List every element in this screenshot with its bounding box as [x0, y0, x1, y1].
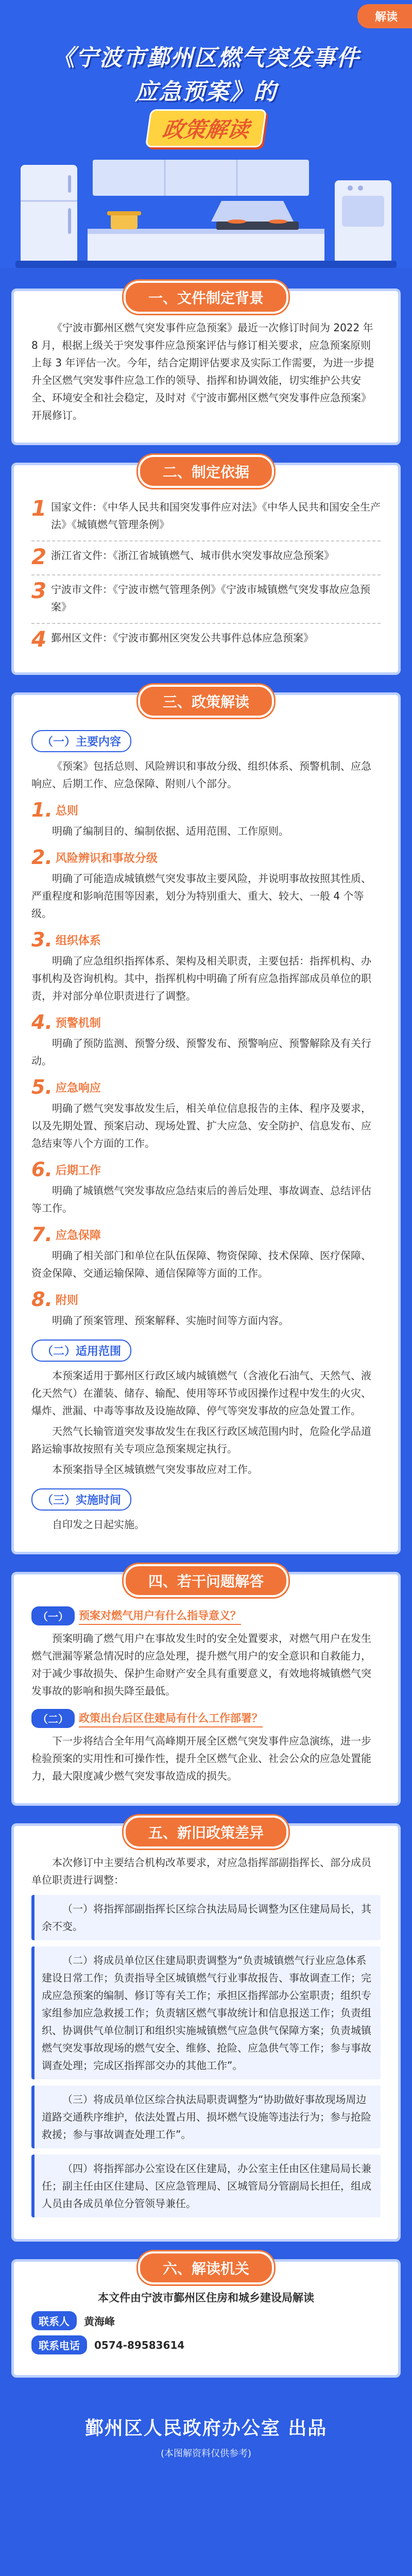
effective-date-text: 自印发之日起实施。 — [52, 1518, 145, 1531]
content-item-title: 组织体系 — [55, 934, 101, 947]
hero-title-line2: 应急预案》的 — [135, 79, 277, 105]
section-differences — [11, 1823, 401, 2242]
contact-person-value: 黄海峰 — [84, 2315, 115, 2328]
policy-interpretation-badge: 政策解读 — [145, 109, 267, 147]
content-item-number: 7. — [31, 1223, 53, 1246]
section-basis — [11, 463, 401, 675]
subhead-scope: （二）适用范围 — [31, 1340, 131, 1362]
subhead-effective-date: （三）实施时间 — [31, 1488, 131, 1511]
divider — [31, 623, 381, 624]
content-item-number: 8. — [31, 1288, 53, 1311]
content-item-title: 预警机制 — [55, 1016, 101, 1030]
basis-item — [31, 544, 381, 569]
basis-number: 4 — [31, 626, 47, 652]
content-item-desc: 明确了预案管理、预案解释、实施时间等方面内容。 — [52, 1314, 289, 1327]
divider — [31, 540, 381, 541]
hero-title-line1: 《宁波市鄞州区燃气突发事件 — [52, 45, 360, 71]
faq-question — [31, 1606, 381, 1625]
faq-question — [31, 1709, 381, 1728]
change-text: （二）将成员单位区住建局职责调整为“负责城镇燃气行业应急体系建设日常工作；负责指导全区城镇燃气行业事故报告、事故调查工作；完成应急预案的编制、修订等有关工作；承担区指挥部办公室职责；组织专家组参加应急救援工作；负责辖区燃气事故统计和信息报送工作；负责组织、协调供气单位制订和组织实施城镇燃气应急供气保障方案；负责城镇燃气突发事故现场的燃气安全、维修、抢险、应急供气等工作；参与事故调查处理；完成区指挥部交办的其他工作”。 — [42, 1954, 371, 2072]
basis-text: 宁波市文件：《宁波市燃气管理条例》《宁波市城镇燃气突发事故应急预案》 — [51, 583, 370, 613]
content-item-desc: 明确了城镇燃气突发事故应急结束后的善后处理、事故调查、总结评估等工作。 — [31, 1184, 371, 1214]
content-item-heading — [31, 1289, 381, 1310]
section-title-interpretation: 三、政策解读 — [138, 685, 274, 718]
contact-phone-value: 0574-89583614 — [94, 2338, 185, 2351]
kitchen-illustration — [0, 144, 412, 268]
faq-question-number: （一） — [31, 1606, 75, 1625]
content-item-title: 应急保障 — [55, 1229, 101, 1242]
content-item-heading — [31, 1012, 381, 1032]
contact-person-row — [31, 2311, 381, 2330]
section-title-agency: 六、解读机关 — [138, 2251, 274, 2284]
content-item-desc: 明确了预防监测、预警分级、预警发布、预警响应、预警解除及有关行动。 — [31, 1037, 371, 1067]
change-text: （一）将指挥部副指挥长区综合执法局局长调整为区住建局局长，其余不变。 — [42, 1903, 371, 1933]
content-item-heading — [31, 929, 381, 950]
faq-answer: 下一步将结合全年用气高峰期开展全区燃气突发事件应急演练，进一步检验预案的实用性和可操作性，提升全区燃气企业、社会公众的应急处置能力，最大限度减少燃气突发事故造成的损失。 — [31, 1735, 371, 1782]
hero-subtitle — [0, 109, 412, 147]
faq-question-text: 预案对燃气用户有什么指导意义？ — [79, 1607, 241, 1625]
section-title-faq: 四、若干问题解答 — [124, 1564, 288, 1597]
gas-stove-icon — [216, 222, 299, 230]
content-item-heading — [31, 1159, 381, 1180]
divider — [31, 574, 381, 575]
faq-answer: 预案明确了燃气用户在事故发生时的安全处置要求，对燃气用户在发生燃气泄漏等紧急情况时的应急处理，提升燃气用户的安全意识和自救能力，对于减少事故损失、保护生命财产安全具有重要意义，有效地将城镇燃气突发事故的影响和损失降至最低。 — [31, 1632, 371, 1697]
basis-number: 3 — [31, 578, 47, 603]
hero-title — [0, 41, 412, 109]
hero-base-band — [15, 261, 397, 268]
basis-item — [31, 626, 381, 652]
section-background — [11, 289, 401, 445]
content-item-title: 应急响应 — [55, 1081, 101, 1095]
content-item-desc: 明确了应急组织指挥体系、架构及相关职责，主要包括：指挥机构、办事机构及咨询机构。其中，指挥机构中明确了所有应急指挥部成员单位的职责，并对部分单位职责进行了调整。 — [31, 955, 371, 1002]
scope-paragraph: 本预案适用于鄞州区行政区域内城镇燃气（含液化石油气、天然气、液化天然气）在灌装、储存、输配、使用等环节或因操作过程中发生的火灾、爆炸、泄漏、中毒等事故及设施故障、停气等突发事故的应急处置工作。 — [31, 1369, 371, 1417]
basis-number: 1 — [31, 496, 47, 521]
content-item-title: 后期工作 — [55, 1164, 101, 1177]
footer — [0, 2395, 412, 2465]
interpretation-tag: 解读 — [357, 4, 412, 28]
section-title-background: 一、文件制定背景 — [124, 281, 288, 314]
content-item-number: 1. — [31, 799, 53, 821]
content-item-title: 总则 — [55, 804, 78, 818]
change-item — [31, 1895, 381, 1940]
main-content-intro: 《预案》包括总则、风险辨识和事故分级、组织体系、预警机制、应急响应、后期工作、应急保障、附则八个部分。 — [31, 760, 371, 790]
basis-text: 鄞州区文件：《宁波市鄞州区突发公共事件总体应急预案》 — [51, 632, 314, 644]
section-faq — [11, 1572, 401, 1806]
change-item — [31, 2086, 381, 2148]
pot-icon — [111, 214, 138, 229]
basis-item — [31, 498, 381, 533]
basis-text: 浙江省文件：《浙江省城镇燃气、城市供水突发事故应急预案》 — [51, 549, 334, 562]
content-item-number: 2. — [31, 846, 53, 869]
content-item-heading — [31, 847, 381, 868]
content-item-number: 5. — [31, 1076, 53, 1098]
basis-text: 国家文件：《中华人民共和国突发事件应对法》《中华人民共和国安全生产法》《城镇燃气管理条例》 — [51, 501, 381, 531]
section-interpretation — [11, 692, 401, 1554]
change-text: （三）将成员单位区综合执法局职责调整为“协助做好事故现场周边道路交通秩序维护，依法处置占用、损坏燃气设施等违法行为；参与抢险救援；参与事故调查处理工作”。 — [42, 2093, 371, 2141]
content-item-desc: 明确了编制目的、编制依据、适用范围、工作原则。 — [52, 825, 289, 837]
content-item-desc: 明确了可能造成城镇燃气突发事故主要风险，并说明事故按照其性质、严重程度和影响范围等因素，划分为特别重大、重大、较大、一般 4 个等级。 — [31, 872, 371, 920]
content-item-number: 3. — [31, 928, 53, 951]
interpreting-agency-text: 本文件由宁波市鄞州区住房和城乡建设局解读 — [98, 2292, 314, 2304]
contact-phone-label: 联系电话 — [31, 2335, 87, 2354]
background-paragraph: 《宁波市鄞州区燃气突发事件应急预案》最近一次修订时间为 2022 年 8 月，根据上级关于突发事件应急预案评估与修订相关要求，应急预案原则上每 3 年评估一次。今年，结合定期评估要求及实际工作需要，为进一步提升全区燃气突发事件应急工作的领导、指挥和协调效能，切实维护公共安全、环境安全和社会稳定，及时对《宁波市鄞州区燃气突发事件应急预案》开展修订。 — [31, 321, 374, 421]
content-item-heading — [31, 1077, 381, 1097]
faq-question-text: 政策出台后区住建局有什么工作部署？ — [79, 1710, 263, 1727]
contact-phone-row — [31, 2335, 381, 2354]
range-hood-icon — [211, 201, 294, 222]
scope-paragraph: 天然气长输管道突发事故发生在我区行政区域范围内时，危险化学品道路运输事故按照有关专项应急预案规定执行。 — [31, 1425, 371, 1455]
publisher: 鄞州区人民政府办公室 出品 — [84, 2418, 328, 2439]
content-item-title: 风险辨识和事故分级 — [55, 852, 158, 865]
content-item-number: 6. — [31, 1158, 53, 1181]
section-interpreting-agency — [11, 2259, 401, 2378]
cabinet-icon — [93, 160, 309, 196]
content-item-desc: 明确了燃气突发事故发生后，相关单位信息报告的主体、程序及要求，以及先期处置、预案启动、现场处置、扩大应急、安全防护、信息发布、应急结束等八个方面的工作。 — [31, 1102, 371, 1149]
content-item-heading — [31, 800, 381, 820]
content-item-desc: 明确了相关部门和单位在队伍保障、物资保障、技术保障、医疗保障、资金保障、交通运输保障、通信保障等方面的工作。 — [31, 1249, 371, 1279]
basis-item — [31, 578, 381, 616]
change-text: （四）将指挥部办公室设在区住建局，办公室主任由区住建局局长兼任；副主任由区住建局、区应急管理局、区城管局分管副局长担任，组成人员由各成员单位分管领导兼任。 — [42, 2162, 371, 2210]
reference-note: (本图解资料仅供参考) — [160, 2448, 252, 2459]
basis-number: 2 — [31, 544, 47, 569]
change-item — [31, 1946, 381, 2079]
content-item-number: 4. — [31, 1011, 53, 1033]
content-item-title: 附则 — [55, 1294, 78, 1307]
hero-banner — [0, 0, 412, 268]
differences-intro: 本次修订中主要结合机构改革要求，对应急指挥部副指挥长、部分成员单位职责进行调整： — [31, 1856, 371, 1886]
subhead-main-content: （一）主要内容 — [31, 730, 131, 752]
section-title-differences: 五、新旧政策差异 — [124, 1816, 288, 1849]
content-item-heading — [31, 1224, 381, 1245]
contact-person-label: 联系人 — [31, 2311, 77, 2330]
change-item — [31, 2155, 381, 2217]
scope-paragraph: 本预案指导全区城镇燃气突发事故应对工作。 — [52, 1463, 258, 1476]
faq-question-number: （二） — [31, 1709, 75, 1728]
section-title-basis: 二、制定依据 — [138, 455, 274, 488]
